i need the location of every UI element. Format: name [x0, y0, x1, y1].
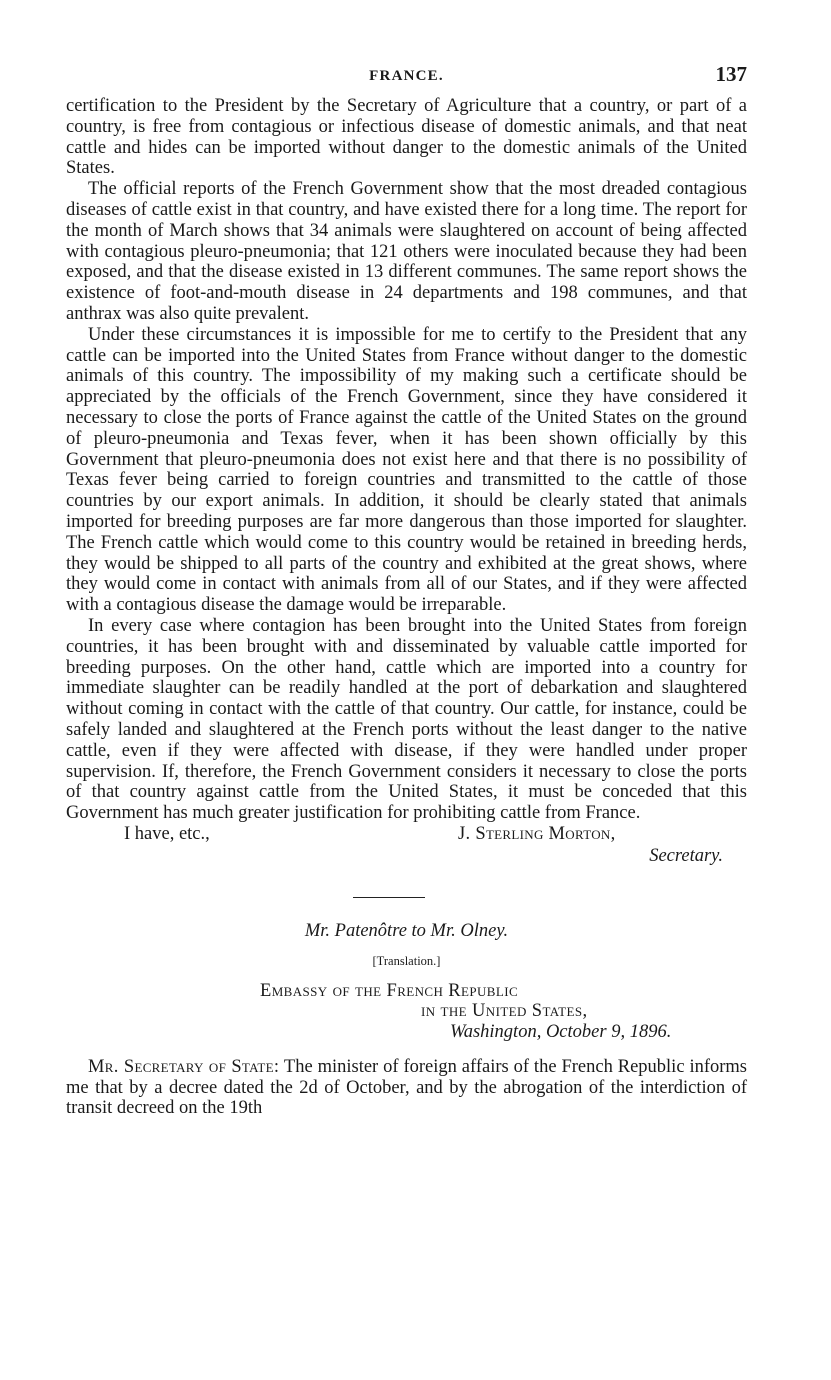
- letter-address: [66, 981, 747, 1057]
- paragraph-official-reports: The official reports of the French Government show that the most dreaded contagious diseases of cattle exist in that country, and have existed there for a long time. The report for the month of March shows that 34 animals were slaughtered on account of being affected with contagious pleuro-pneumonia; that 121 others were inoculated because they had been exposed, and that the disease existed in 13 different communes. The same report shows the existence of foot-and-mouth disease in 24 departments and 198 communes, and that anthrax was also quite prevalent.: [66, 179, 747, 324]
- translation-note: [Translation.]: [372, 953, 441, 968]
- signature-title: Secretary.: [649, 845, 723, 866]
- salutation: Mr. Secretary of State:: [88, 1056, 280, 1077]
- page-header: [66, 62, 747, 96]
- address-line-2: in the United States,: [421, 1000, 588, 1021]
- running-head: FRANCE.: [369, 68, 444, 84]
- letter-body-paragraph: [66, 1057, 747, 1119]
- letter-closing: [66, 824, 747, 868]
- signature-name: J. Sterling Morton,: [458, 823, 616, 844]
- letter-heading: Mr. Patenôtre to Mr. Olney.: [304, 920, 509, 941]
- document-page: [66, 62, 747, 1119]
- paragraph-continuation: certification to the President by the Secretary of Agriculture that a country, or part of a country, is free from contagious or infectious disease of domestic animals, and that neat cattle and hides can be imported without danger to the domestic animals of the United States.: [66, 96, 747, 179]
- paragraph-circumstances: Under these circumstances it is impossible for me to certify to the President that any cattle can be imported into the United States from France without danger to the domestic animals of this country. The impossibility of my making such a certificate should be appreciated by the officials of the French Government, since they have considered it necessary to close the ports of France against the cattle of the United States on the ground of pleuro-pneumonia and Texas fever, when it has been shown officially by this Government that pleuro-pneumonia does not exist here and that there is no possibility of Texas fever being carried to foreign countries and transmitted to the cattle of those countries by our export animals. In addition, it should be clearly stated that animals imported for breeding purposes are far more dangerous than those imported for slaughter. The French cattle which would come to this country would be retained in breeding herds, they would be shipped to all parts of the country and exhibited at the great shows, where they would come in contact with animals from all of our States, and if they were affected with a contagious disease the damage would be irreparable.: [66, 324, 747, 616]
- address-date-line: Washington, October 9, 1896.: [450, 1021, 672, 1042]
- letter-body-text: The minister of foreign affairs of the French Republic informs me that by a decree dated the 2d of October, and by the abrogation of the interdiction of transit decreed on the 19th: [66, 1056, 747, 1119]
- section-divider: [353, 897, 425, 898]
- page-number: 137: [715, 62, 747, 86]
- paragraph-contagion: In every case where contagion has been brought into the United States from foreign countries, it has been brought with and disseminated by valuable cattle imported for breeding purposes. On the other hand, cattle which are imported into a country for immediate slaughter can be readily handled at the port of debarkation and slaughtered without coming in contact with the cattle of that country. Our cattle, for instance, could be safely landed and slaughtered at the French ports without the least danger to the native cattle, even if they were affected with disease, if they were handled under proper supervision. If, therefore, the French Government considers it necessary to close the ports of that country against cattle from the United States, it must be conceded that this Government has much greater justification for prohibiting cattle from France.: [66, 615, 747, 824]
- address-line-1: Embassy of the French Republic: [260, 980, 519, 1001]
- complimentary-close: I have, etc.,: [124, 823, 210, 844]
